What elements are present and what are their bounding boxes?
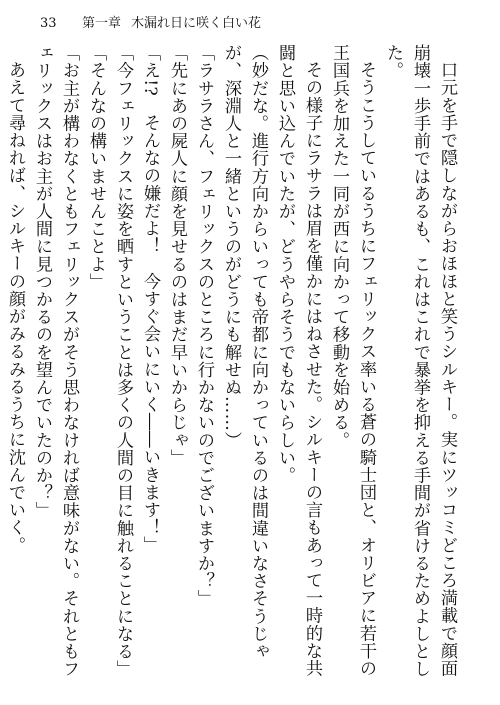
page-number: 33 (40, 16, 57, 31)
paragraph: 口元を手で隠しながらおほほと笑うシルキー。実にツッコミどころ満載で顔面崩壊一歩手前ではあるも、これはこれで暴挙を抑える手間が省けるためよしとした。 (383, 44, 457, 678)
dialogue-line: 「お主が構わなくともフェリックスがそう思わなければ意味がない。それともフェリックスはお主が人間に見つかるのを望んでいたのか？」 (32, 44, 79, 678)
dialogue-line: 「ラサラさん、フェリックスのところに行かないのでございますか？」 (194, 44, 214, 608)
paragraph: そうこうしているうちにフェリックス率いる蒼の騎士団と、オリビアに若干の王国兵を加えた一同が西に向かって移動を始める。 (329, 44, 376, 678)
page-header (40, 14, 460, 34)
vertical-body-text (5, 44, 460, 684)
chapter-title: 木漏れ日に咲く白い花 (131, 16, 262, 31)
dialogue-line: 「今フェリックスに姿を晒すということは多くの人間の目に触れることになる」 (113, 44, 133, 678)
dialogue-line: 「え!? そんなの嫌だよ！ 今すぐ会いにいく――いきます！」 (140, 44, 160, 554)
paragraph: （妙だな。進行方向からいっても帝都に向かっているのは間違いなさそうじゃが、深淵人と一緒というのがどうにも解せぬ……） (221, 44, 268, 660)
dialogue-line: 「先にあの屍人に顔を見せるのはまだ早いからじゃ」 (167, 44, 187, 467)
paragraph: その様子にラサラは眉を僅かにはねさせた。シルキーの言もあって一時的な共闘と思い込んでいたが、どうやらそうでもないらしい。 (275, 44, 322, 678)
paragraph: あえて尋ねれば、シルキーの顔がみるみるうちに沈んでいく。 (5, 61, 25, 554)
dialogue-line: 「そんなの構いませんことよ」 (86, 44, 106, 291)
chapter-label: 第一章 (82, 16, 122, 31)
